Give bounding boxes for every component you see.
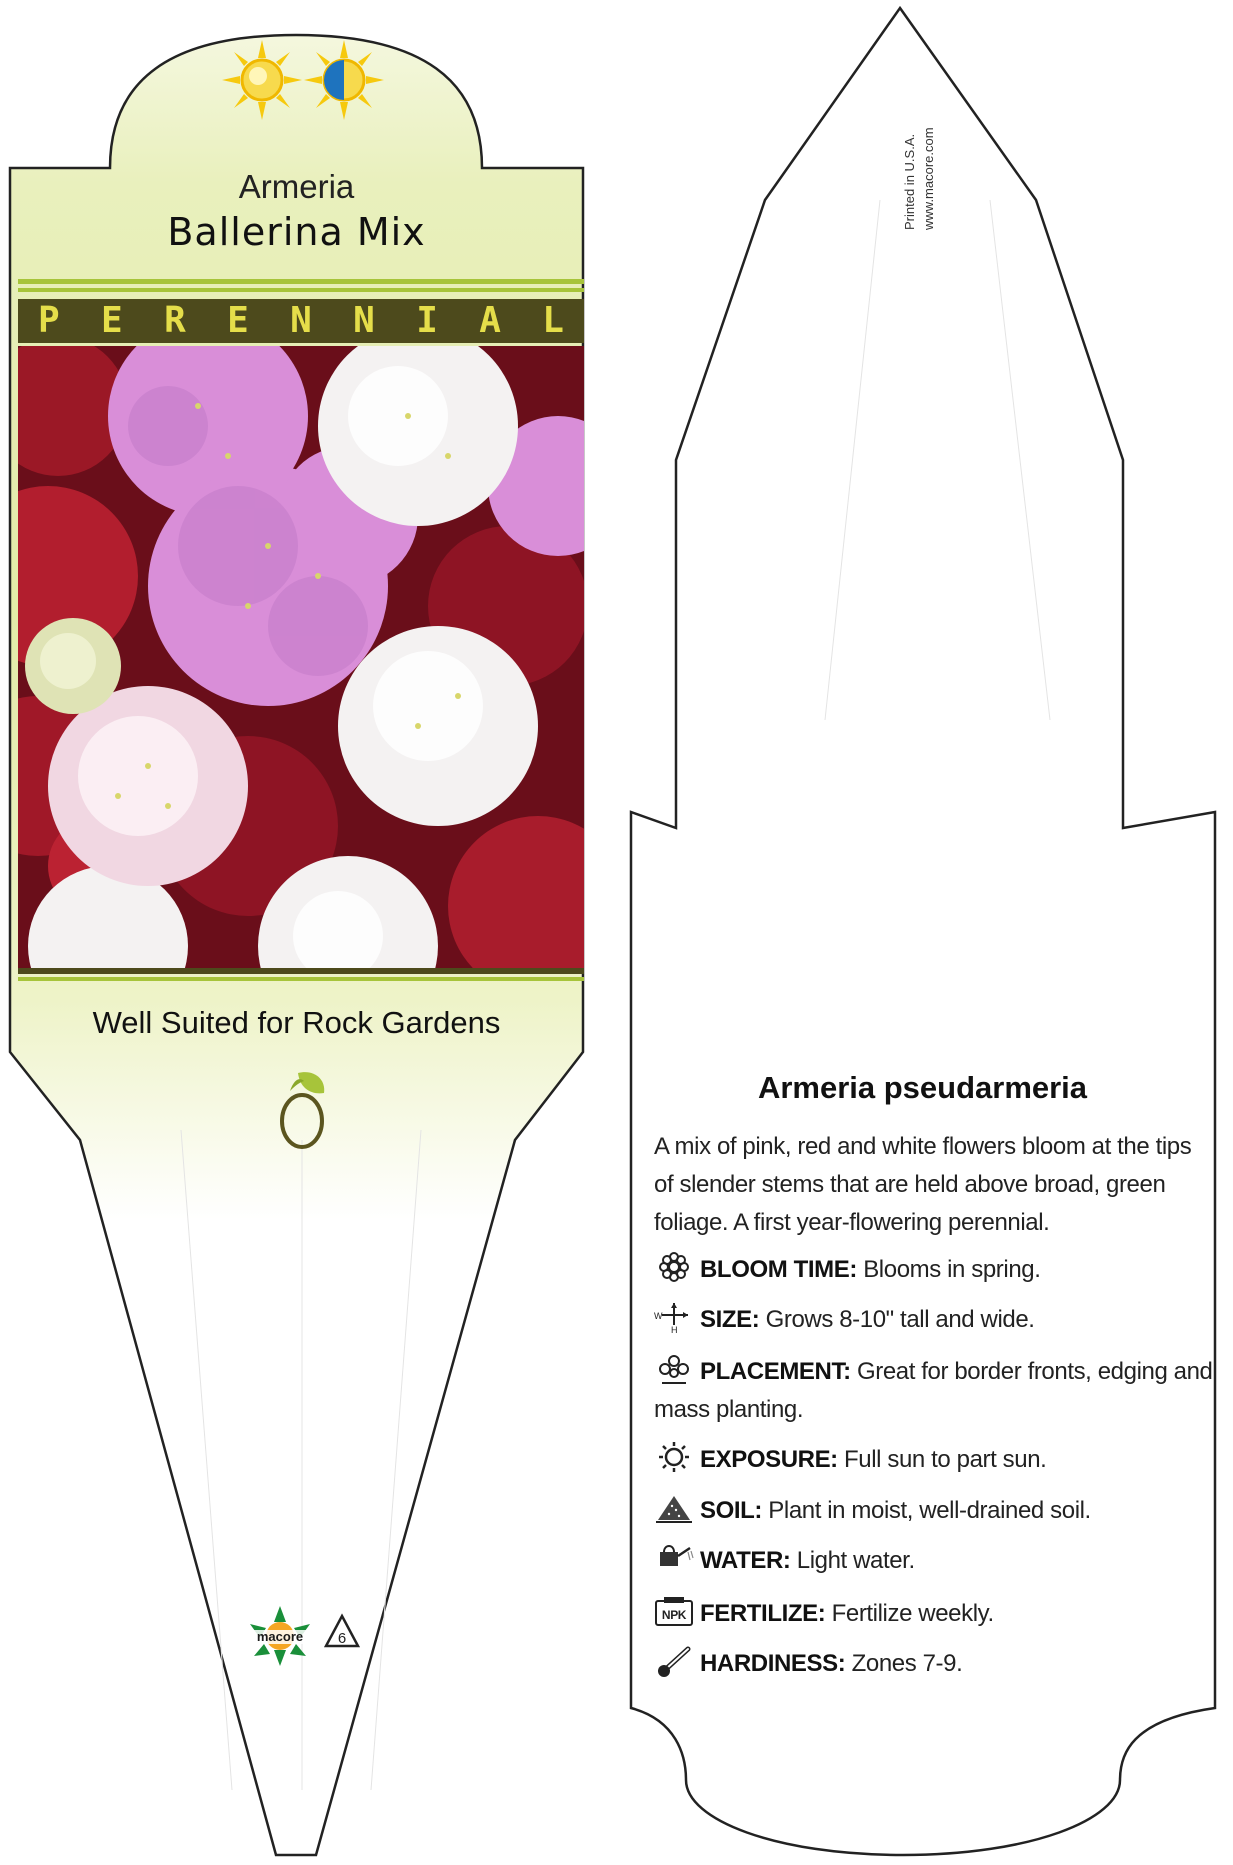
attr-fertilize: NPK FERTILIZE: Fertilize weekly. — [654, 1595, 1214, 1633]
attr-soil: SOIL: Plant in moist, well-drained soil. — [654, 1492, 1214, 1530]
brand-name: macore — [256, 1629, 304, 1644]
plant-variety: Ballerina Mix — [167, 210, 426, 254]
attr-hardiness: HARDINESS: Zones 7-9. — [654, 1645, 1214, 1683]
flower-icon — [654, 1251, 694, 1283]
watering-can-icon — [654, 1542, 694, 1574]
recycle-code: 6 — [337, 1630, 347, 1647]
plant-description: A mix of pink, red and white flowers bloom at the tips of slender stems that are held above broad, green foliage. A first year-flowering perennial. — [654, 1133, 1192, 1236]
svg-text:H: H — [671, 1325, 678, 1333]
attr-exposure: EXPOSURE: Full sun to part sun. — [654, 1441, 1214, 1479]
attr-placement: PLACEMENT: Great for border fronts, edging and mass planting. — [654, 1353, 1214, 1429]
attr-size: W H SIZE: Grows 8-10" tall and wide. — [654, 1301, 1214, 1339]
placement-flowers-icon — [654, 1353, 694, 1385]
species-heading: Armeria pseudarmeria — [757, 1070, 1088, 1105]
printed-in-label: Printed in U.S.A. — [902, 133, 917, 230]
svg-text:W: W — [654, 1311, 663, 1321]
npk-icon — [654, 1595, 694, 1627]
soil-icon — [654, 1492, 694, 1524]
attr-bloom-time: BLOOM TIME: Blooms in spring. — [654, 1251, 1214, 1289]
front-tagline: Well Suited for Rock Gardens — [92, 1005, 501, 1040]
sun-outline-icon — [654, 1441, 694, 1473]
thermometer-icon — [654, 1645, 694, 1677]
plant-genus: Armeria — [238, 168, 355, 205]
attr-water: WATER: Light water. — [654, 1542, 1214, 1580]
size-arrows-icon — [654, 1301, 694, 1333]
category-label: P E R E N N I A L — [38, 300, 564, 341]
svg-text:NPK: NPK — [661, 1608, 687, 1622]
website-label: www.macore.com — [921, 127, 936, 230]
